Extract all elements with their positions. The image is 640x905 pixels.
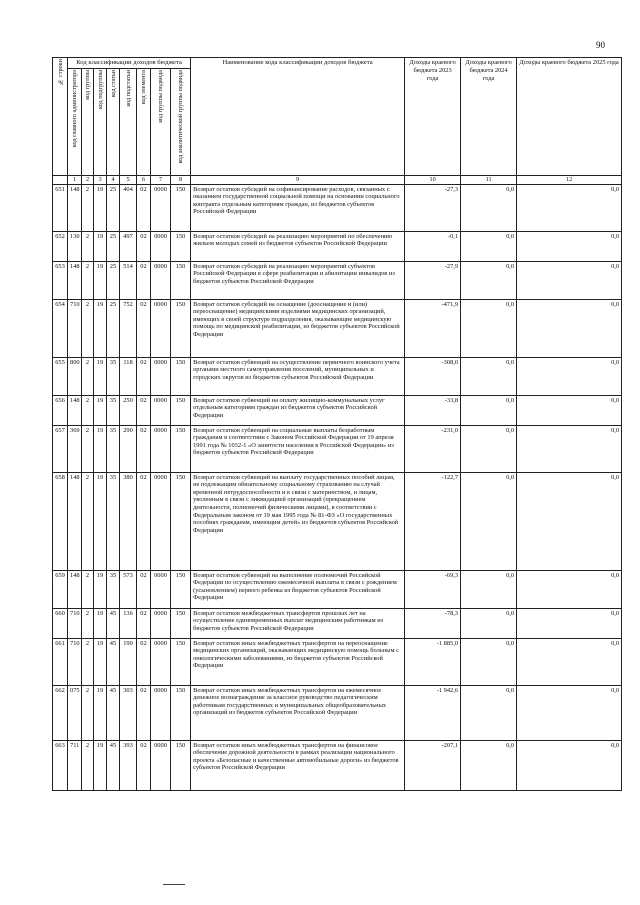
admin-code-cell: 710 — [68, 608, 82, 638]
column-number-cell: 1 — [68, 176, 82, 185]
article-code-cell: 25 — [107, 184, 120, 231]
group-code-cell: 2 — [82, 638, 94, 685]
row-number-cell: 657 — [53, 425, 68, 472]
income-2023-cell: -207,1 — [405, 740, 461, 790]
row-number-cell: 658 — [53, 472, 68, 570]
description-cell: Возврат остатков субвенций на социальные выплаты безработным гражданам в соответствии с Законом Российской Федерации от 19 апреля 1991 года № 1032-1 «О занятости населения в Российской Федерации» из бюджетов субъектов Российской Федерации — [191, 425, 405, 472]
group-code-cell: 2 — [82, 740, 94, 790]
subtype-group-code-cell: 0000 — [151, 395, 171, 425]
element-code-cell: 02 — [137, 570, 151, 608]
description-cell: Возврат остатков субвенций на выполнение полномочий Российской Федерации по осуществлению ежемесячной выплаты в связи с рождением (усыновлением) первого ребенка из бюджетов субъектов Российской Федерации — [191, 570, 405, 608]
article-code-cell: 45 — [107, 685, 120, 740]
analytic-code-cell: 150 — [171, 425, 191, 472]
subgroup-code-cell: 19 — [94, 570, 107, 608]
code-column-header: код аналитической группы подвида — [171, 69, 191, 176]
row-number-header: № строки — [53, 58, 68, 176]
table-row — [53, 231, 622, 261]
admin-code-cell: 710 — [68, 638, 82, 685]
income-2024-cell: 0,0 — [461, 608, 517, 638]
article-code-cell: 45 — [107, 608, 120, 638]
admin-code-cell: 800 — [68, 357, 82, 395]
income-2025-cell: 0,0 — [517, 740, 622, 790]
subarticle-code-cell: 380 — [120, 472, 137, 570]
element-code-cell: 02 — [137, 740, 151, 790]
row-number-cell: 659 — [53, 570, 68, 608]
admin-code-cell: 075 — [68, 685, 82, 740]
table-row — [53, 740, 622, 790]
income-2024-cell: 0,0 — [461, 184, 517, 231]
income-2023-cell: -78,3 — [405, 608, 461, 638]
income-2023-cell: -308,0 — [405, 357, 461, 395]
income-2024-cell: 0,0 — [461, 740, 517, 790]
income-2023-header: Доходы краевого бюджета 2023 года — [405, 58, 461, 176]
table-row — [53, 261, 622, 299]
subgroup-code-cell: 19 — [94, 395, 107, 425]
subarticle-code-cell: 190 — [120, 638, 137, 685]
income-2023-cell: -27,3 — [405, 184, 461, 231]
column-number-cell: 9 — [191, 176, 405, 185]
group-code-cell: 2 — [82, 395, 94, 425]
income-2025-cell: 0,0 — [517, 608, 622, 638]
description-cell: Возврат остатков субсидий на реализацию мероприятий по обеспечению жильем молодых семей из бюджетов субъектов Российской Федерации — [191, 231, 405, 261]
element-code-cell: 02 — [137, 261, 151, 299]
description-cell: Возврат остатков иных межбюджетных трансфертов на переоснащение медицинских организаций, оказывающих медицинскую помощь больным с онкологическими заболеваниями, из бюджетов субъектов Российской Федерации — [191, 638, 405, 685]
income-2024-header: Доходы краевого бюджета 2024 года — [461, 58, 517, 176]
subtype-group-code-cell: 0000 — [151, 299, 171, 357]
column-number-cell: 3 — [94, 176, 107, 185]
subgroup-code-cell: 19 — [94, 425, 107, 472]
group-code-cell: 2 — [82, 357, 94, 395]
table-row — [53, 357, 622, 395]
income-2025-cell: 0,0 — [517, 570, 622, 608]
group-code-cell: 2 — [82, 570, 94, 608]
table-row — [53, 608, 622, 638]
income-2023-cell: -0,1 — [405, 231, 461, 261]
subgroup-code-cell: 19 — [94, 299, 107, 357]
description-cell: Возврат остатков субвенций на оплату жилищно-коммунальных услуг отдельным категориям граждан из бюджетов субъектов Российской Федерации — [191, 395, 405, 425]
element-code-cell: 02 — [137, 638, 151, 685]
analytic-code-cell: 150 — [171, 608, 191, 638]
row-number-cell: 660 — [53, 608, 68, 638]
column-number-cell: 4 — [107, 176, 120, 185]
element-code-cell: 02 — [137, 231, 151, 261]
income-2024-cell: 0,0 — [461, 395, 517, 425]
income-2025-cell: 0,0 — [517, 425, 622, 472]
description-cell: Возврат остатков межбюджетных трансфертов прошлых лет на осуществление единовременных выплат медицинским работникам из бюджетов субъектов Российской Федерации — [191, 608, 405, 638]
income-2023-cell: -27,9 — [405, 261, 461, 299]
table-row — [53, 425, 622, 472]
income-2023-cell: -471,9 — [405, 299, 461, 357]
table-row — [53, 472, 622, 570]
subtype-group-code-cell: 0000 — [151, 608, 171, 638]
analytic-code-cell: 150 — [171, 570, 191, 608]
column-number-cell: 8 — [171, 176, 191, 185]
column-number-cell: 12 — [517, 176, 622, 185]
income-2025-cell: 0,0 — [517, 685, 622, 740]
row-number-cell: 655 — [53, 357, 68, 395]
subtype-group-code-cell: 0000 — [151, 638, 171, 685]
description-cell: Возврат остатков субвенций на осуществление первичного воинского учета органами местного самоуправления поселений, муниципальных и городских округов из бюджетов субъектов Российской Федерации — [191, 357, 405, 395]
subgroup-code-cell: 19 — [94, 184, 107, 231]
element-code-cell: 02 — [137, 395, 151, 425]
article-code-cell: 25 — [107, 299, 120, 357]
admin-code-cell: 148 — [68, 570, 82, 608]
description-cell: Возврат остатков иных межбюджетных трансфертов на финансовое обеспечение дорожной деятельности в рамках реализации национального проекта «Безопасные и качественные автомобильные дороги» из бюджетов субъектов Российской Федерации — [191, 740, 405, 790]
element-code-cell: 02 — [137, 184, 151, 231]
column-number-cell: 10 — [405, 176, 461, 185]
income-2025-cell: 0,0 — [517, 638, 622, 685]
subarticle-code-cell: 136 — [120, 608, 137, 638]
subtype-group-code-cell: 0000 — [151, 357, 171, 395]
row-number-cell: 661 — [53, 638, 68, 685]
table-row — [53, 570, 622, 608]
group-code-cell: 2 — [82, 231, 94, 261]
income-2024-cell: 0,0 — [461, 299, 517, 357]
row-number-cell: 651 — [53, 184, 68, 231]
subtype-group-code-cell: 0000 — [151, 425, 171, 472]
classification-code-group-header: Код классификации доходов бюджета — [68, 58, 191, 69]
subarticle-code-cell: 404 — [120, 184, 137, 231]
row-number-cell: 663 — [53, 740, 68, 790]
subarticle-code-cell: 497 — [120, 231, 137, 261]
analytic-code-cell: 150 — [171, 357, 191, 395]
admin-code-cell: 710 — [68, 299, 82, 357]
code-column-header: код подстатьи — [120, 69, 137, 176]
analytic-code-cell: 150 — [171, 685, 191, 740]
description-cell: Возврат остатков субсидий на реализацию мероприятий субъектов Российской Федерации в сфере реабилитации и абилитации инвалидов из бюджетов субъектов Российской Федерации — [191, 261, 405, 299]
income-2025-header: Доходы краевого бюджета 2025 года — [517, 58, 622, 176]
column-number-cell — [53, 176, 68, 185]
income-2025-cell: 0,0 — [517, 395, 622, 425]
analytic-code-cell: 150 — [171, 231, 191, 261]
subarticle-code-cell: 514 — [120, 261, 137, 299]
column-number-row — [53, 176, 622, 185]
group-code-cell: 2 — [82, 472, 94, 570]
element-code-cell: 02 — [137, 685, 151, 740]
admin-code-cell: 148 — [68, 472, 82, 570]
income-2025-cell: 0,0 — [517, 261, 622, 299]
income-2025-cell: 0,0 — [517, 357, 622, 395]
group-code-cell: 2 — [82, 425, 94, 472]
code-name-header: Наименование кода классификации доходов бюджета — [191, 58, 405, 176]
element-code-cell: 02 — [137, 608, 151, 638]
subgroup-code-cell: 19 — [94, 685, 107, 740]
subtype-group-code-cell: 0000 — [151, 184, 171, 231]
analytic-code-cell: 150 — [171, 740, 191, 790]
subtype-group-code-cell: 0000 — [151, 570, 171, 608]
subgroup-code-cell: 19 — [94, 638, 107, 685]
subgroup-code-cell: 19 — [94, 608, 107, 638]
bottom-line-mark — [163, 884, 185, 885]
admin-code-cell: 148 — [68, 184, 82, 231]
element-code-cell: 02 — [137, 357, 151, 395]
income-2023-cell: -1 942,6 — [405, 685, 461, 740]
analytic-code-cell: 150 — [171, 261, 191, 299]
row-number-cell: 662 — [53, 685, 68, 740]
subarticle-code-cell: 393 — [120, 740, 137, 790]
analytic-code-cell: 150 — [171, 184, 191, 231]
income-2024-cell: 0,0 — [461, 357, 517, 395]
group-code-cell: 2 — [82, 608, 94, 638]
code-column-header: код элемента — [137, 69, 151, 176]
column-number-cell: 11 — [461, 176, 517, 185]
income-2025-cell: 0,0 — [517, 231, 622, 261]
subarticle-code-cell: 752 — [120, 299, 137, 357]
article-code-cell: 35 — [107, 425, 120, 472]
subgroup-code-cell: 19 — [94, 740, 107, 790]
income-2024-cell: 0,0 — [461, 472, 517, 570]
page-number: 90 — [596, 40, 605, 50]
table-row — [53, 638, 622, 685]
description-cell: Возврат остатков субвенций на выплату государственных пособий лицам, не подлежащим обязательному социальному страхованию на случай временной нетрудоспособности и в связи с материнством, и лицам, уволенным в связи с ликвидацией организаций (прекращением деятельности, полномочий физическими лицами), в соответствии с Федеральным законом от 19 мая 1995 года № 81-ФЗ «О государственных пособиях гражданам, имеющим детей» из бюджетов субъектов Российской Федерации — [191, 472, 405, 570]
income-2023-cell: -1 885,0 — [405, 638, 461, 685]
subarticle-code-cell: 250 — [120, 395, 137, 425]
column-number-cell: 2 — [82, 176, 94, 185]
income-2025-cell: 0,0 — [517, 184, 622, 231]
column-number-cell: 5 — [120, 176, 137, 185]
income-2025-cell: 0,0 — [517, 299, 622, 357]
subarticle-code-cell: 118 — [120, 357, 137, 395]
income-2023-cell: -69,3 — [405, 570, 461, 608]
code-column-header: код главного администратора — [68, 69, 82, 176]
description-cell: Возврат остатков субсидий на софинансирование расходов, связанных с оказанием государственной социальной помощи на основании социального контракта отдельным категориям граждан, из бюджетов субъектов Российской Федерации — [191, 184, 405, 231]
admin-code-cell: 711 — [68, 740, 82, 790]
income-2024-cell: 0,0 — [461, 570, 517, 608]
row-number-cell: 652 — [53, 231, 68, 261]
row-number-cell: 653 — [53, 261, 68, 299]
income-2024-cell: 0,0 — [461, 638, 517, 685]
subarticle-code-cell: 303 — [120, 685, 137, 740]
subtype-group-code-cell: 0000 — [151, 231, 171, 261]
analytic-code-cell: 150 — [171, 638, 191, 685]
subarticle-code-cell: 290 — [120, 425, 137, 472]
description-cell: Возврат остатков иных межбюджетных трансфертов на ежемесячное денежное вознаграждение за классное руководство педагогическим работникам государственных и муниципальных общеобразовательных организаций из бюджетов субъектов Российской Федерации — [191, 685, 405, 740]
group-code-cell: 2 — [82, 299, 94, 357]
article-code-cell: 45 — [107, 638, 120, 685]
table-row — [53, 299, 622, 357]
element-code-cell: 02 — [137, 472, 151, 570]
row-number-cell: 654 — [53, 299, 68, 357]
table-row — [53, 395, 622, 425]
admin-code-cell: 148 — [68, 261, 82, 299]
article-code-cell: 35 — [107, 395, 120, 425]
code-column-header: код подгруппы — [94, 69, 107, 176]
subtype-group-code-cell: 0000 — [151, 740, 171, 790]
row-number-cell: 656 — [53, 395, 68, 425]
article-code-cell: 45 — [107, 740, 120, 790]
table-row — [53, 184, 622, 231]
income-2023-cell: -122,7 — [405, 472, 461, 570]
article-code-cell: 25 — [107, 231, 120, 261]
income-2024-cell: 0,0 — [461, 261, 517, 299]
article-code-cell: 35 — [107, 570, 120, 608]
article-code-cell: 35 — [107, 472, 120, 570]
subtype-group-code-cell: 0000 — [151, 685, 171, 740]
admin-code-cell: 148 — [68, 395, 82, 425]
column-number-cell: 7 — [151, 176, 171, 185]
code-column-header: код группы — [82, 69, 94, 176]
group-code-cell: 2 — [82, 184, 94, 231]
subgroup-code-cell: 19 — [94, 472, 107, 570]
income-2024-cell: 0,0 — [461, 425, 517, 472]
subgroup-code-cell: 19 — [94, 357, 107, 395]
income-2023-cell: -231,0 — [405, 425, 461, 472]
code-column-header: код группы подвида — [151, 69, 171, 176]
subarticle-code-cell: 573 — [120, 570, 137, 608]
article-code-cell: 35 — [107, 357, 120, 395]
analytic-code-cell: 150 — [171, 299, 191, 357]
group-code-cell: 2 — [82, 261, 94, 299]
column-number-cell: 6 — [137, 176, 151, 185]
income-2024-cell: 0,0 — [461, 685, 517, 740]
subgroup-code-cell: 19 — [94, 261, 107, 299]
element-code-cell: 02 — [137, 299, 151, 357]
analytic-code-cell: 150 — [171, 472, 191, 570]
income-2024-cell: 0,0 — [461, 231, 517, 261]
income-2025-cell: 0,0 — [517, 472, 622, 570]
admin-code-cell: 130 — [68, 231, 82, 261]
description-cell: Возврат остатков субсидий на оснащение (дооснащение и (или) переоснащение) медицинскими изделиями медицинских организаций, имеющих в своей структуре подразделения, оказывающие медицинскую помощь по медицинской реабилитации, из бюджетов субъектов Российской Федерации — [191, 299, 405, 357]
subgroup-code-cell: 19 — [94, 231, 107, 261]
table-row — [53, 685, 622, 740]
income-2023-cell: -33,8 — [405, 395, 461, 425]
article-code-cell: 25 — [107, 261, 120, 299]
element-code-cell: 02 — [137, 425, 151, 472]
group-code-cell: 2 — [82, 685, 94, 740]
admin-code-cell: 369 — [68, 425, 82, 472]
code-column-header: код статьи — [107, 69, 120, 176]
subtype-group-code-cell: 0000 — [151, 261, 171, 299]
subtype-group-code-cell: 0000 — [151, 472, 171, 570]
income-classification-table — [52, 57, 622, 791]
analytic-code-cell: 150 — [171, 395, 191, 425]
